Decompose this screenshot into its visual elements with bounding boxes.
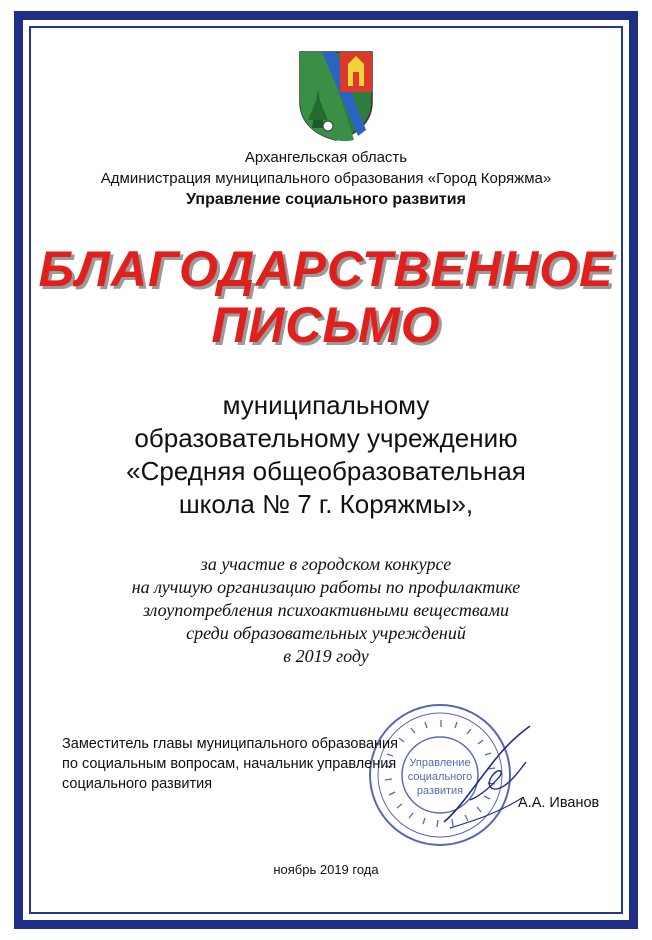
recipient-line-3: «Средняя общеобразовательная <box>126 456 526 486</box>
reason-line-5: в 2019 году <box>283 646 369 666</box>
signatory-line-3: социального развития <box>62 776 213 792</box>
recipient-line-2: образовательному учреждению <box>134 423 518 453</box>
reason-line-3: злоупотребления психоактивными веществами <box>142 600 510 620</box>
signatory-name: А.А. Иванов <box>518 795 600 811</box>
stamp-text-2: социального <box>407 771 473 783</box>
issue-date: ноябрь 2019 года <box>273 862 379 877</box>
coat-of-arms-icon <box>296 50 376 142</box>
stamp-text-3: развития <box>416 785 464 797</box>
reason-line-2: на лучшую организацию работы по профилактике <box>131 577 521 597</box>
reason-line-1: за участие в городском конкурсе <box>200 554 452 574</box>
title-line-2: ПИСЬМО <box>211 297 441 353</box>
reason-line-4: среди образовательных учреждений <box>186 623 466 643</box>
stamp-text-1: Управление <box>409 757 471 769</box>
header-region: Архангельская область <box>244 149 408 166</box>
header-administration: Администрация муниципального образования «Город Коряжма» <box>100 170 552 187</box>
recipient-line-1: муниципальному <box>222 390 430 420</box>
title-line-1: БЛАГОДАРСТВЕННОЕ <box>38 241 614 297</box>
recipient-line-4: школа № 7 г. Коряжмы», <box>178 489 474 519</box>
handwritten-signature <box>440 722 535 837</box>
signatory-line-2: по социальным вопросам, начальник управления <box>62 756 397 772</box>
signatory-line-1: Заместитель главы муниципального образования <box>62 736 399 752</box>
header-department: Управление социального развития <box>186 191 466 208</box>
